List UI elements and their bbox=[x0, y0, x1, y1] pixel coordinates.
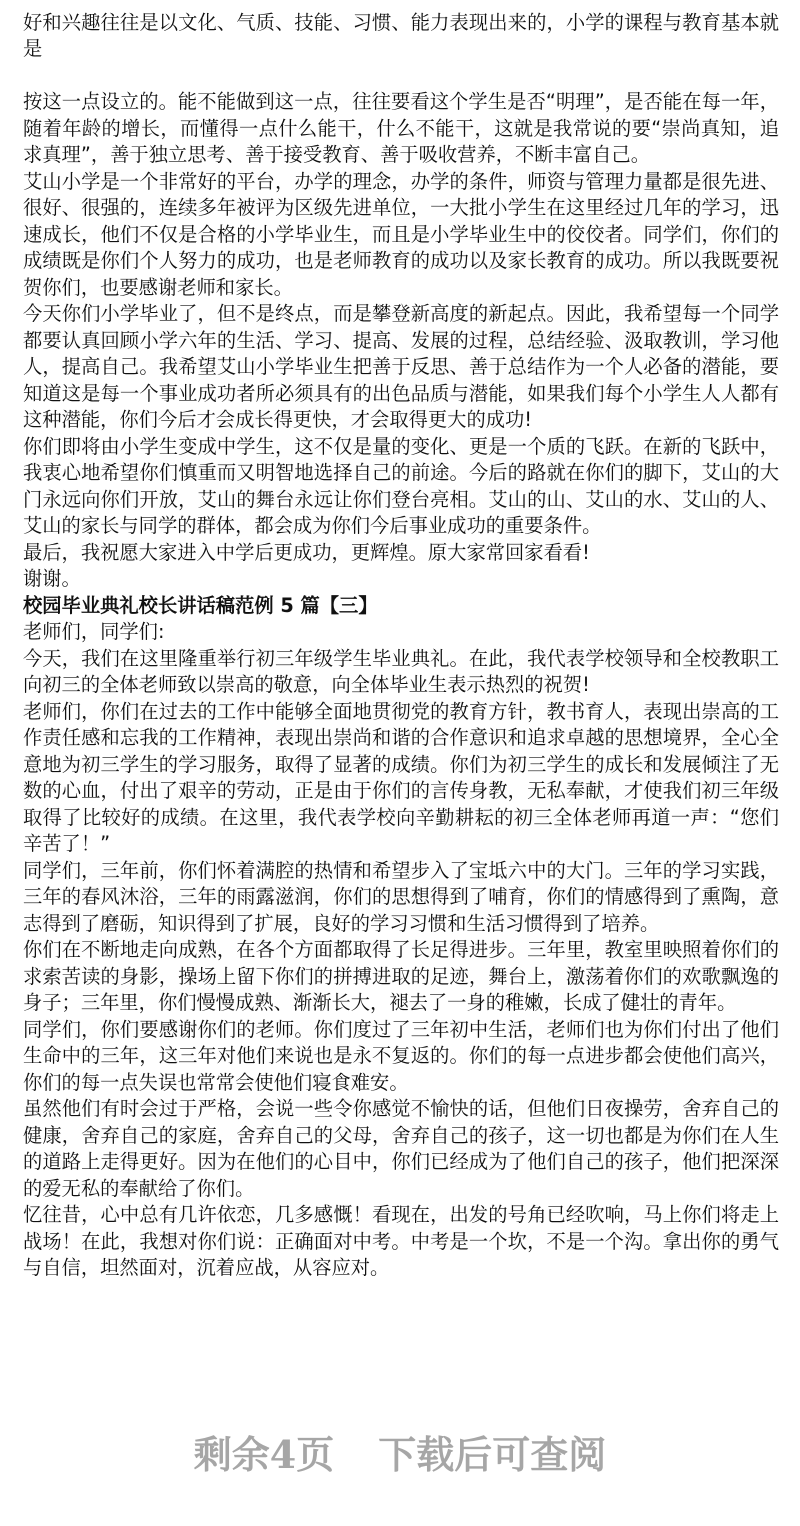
paragraph: 虽然他们有时会过于严格，会说一些令你感觉不愉快的话，但他们日夜操劳，舍弃自己的健康，舍弃自己的家庭，舍弃自己的父母，舍弃自己的孩子，这一切也都是为你们在人生的道路上走得更好。因为在他们的心目中，你们已经成为了他们自己的孩子，他们把深深的爱无私的奉献给了你们。 bbox=[23, 1097, 779, 1200]
section-heading: 校园毕业典礼校长讲话稿范例 5 篇【三】 bbox=[23, 593, 378, 617]
paragraph: 老师们，你们在过去的工作中能够全面地贯彻党的教育方针，教书育人，表现出崇高的工作责任感和忘我的工作精神，表现出崇尚和谐的合作意识和追求卓越的思想境界，全心全意地为初三学生的学习服务，取得了显著的成绩。你们为初三学生的成长和发展倾注了无数的心血，付出了艰辛的劳动，正是由于你们的言传身教，无私奉献，才使我们初三年级取得了比较好的成绩。在这里，我代表学校向辛勤耕耘的初三全体老师再道一声：“您们辛苦了！” bbox=[23, 699, 779, 855]
paragraph: 你们在不断地走向成熟，在各个方面都取得了长足得进步。三年里，教室里映照着你们的求索苦读的身影，操场上留下你们的拼搏进取的足迹，舞台上，激荡着你们的欢歌飘逸的身子；三年里，你们慢慢成熟、渐渐长大，褪去了一身的稚嫩，长成了健壮的青年。 bbox=[23, 938, 779, 1014]
paragraph-fragment: 好和兴趣往往是以文化、气质、技能、习惯、能力表现出来的，小学的课程与教育基本就是 bbox=[23, 10, 779, 60]
page-fragment bbox=[23, 0, 779, 63]
document-body bbox=[23, 89, 779, 1282]
paragraph: 今天你们小学毕业了，但不是终点，而是攀登新高度的新起点。因此，我希望每一个同学都要认真回顾小学六年的生活、学习、提高、发展的过程，总结经验、汲取教训，学习他人，提高自己。我希望艾山小学毕业生把善于反思、善于总结作为一个人必备的潜能，要知道这是每一个事业成功者所必须具有的出色品质与潜能，如果我们每个小学生人人都有这种潜能，你们今后才会成长得更快，才会取得更大的成功! bbox=[23, 302, 779, 431]
paragraph: 今天，我们在这里隆重举行初三年级学生毕业典礼。在此，我代表学校领导和全校教职工向初三的全体老师致以崇高的敬意，向全体毕业生表示热烈的祝贺! bbox=[23, 646, 779, 696]
paragraph: 同学们，你们要感谢你们的老师。你们度过了三年初中生活，老师们也为你们付出了他们生命中的三年，这三年对他们来说也是永不复返的。你们的每一点进步都会使他们高兴，你们的每一点失误也常常会使他们寝食难安。 bbox=[23, 1017, 779, 1094]
paragraph: 艾山小学是一个非常好的平台，办学的理念，办学的条件，师资与管理力量都是很先进、很好、很强的，连续多年被评为区级先进单位，一大批小学生在这里经过几年的学习，迅速成长，他们不仅是合格的小学毕业生，而且是小学毕业生中的佼佼者。同学们，你们的成绩既是你们个人努力的成功，也是老师教育的成功以及家长教育的成功。所以我既要祝贺你们，也要感谢老师和家长。 bbox=[23, 169, 779, 299]
download-to-view-label: 下载后可查阅 bbox=[378, 1432, 607, 1477]
paragraph: 老师们，同学们: bbox=[23, 620, 165, 643]
paragraph: 谢谢。 bbox=[23, 567, 81, 590]
paragraph: 同学们，三年前，你们怀着满腔的热情和希望步入了宝坻六中的大门。三年的学习实践，三年的春风沐浴，三年的雨露滋润，你们的思想得到了哺育，你们的情感得到了熏陶，意志得到了磨砺，知识得到了扩展，良好的学习习惯和生活习惯得到了培养。 bbox=[23, 858, 779, 935]
download-prompt[interactable] bbox=[0, 1424, 800, 1479]
paragraph: 忆往昔，心中总有几许依恋，几多感慨！看现在，出发的号角已经吹响，马上你们将走上战场！在此，我想对你们说：正确面对中考。中考是一个坎，不是一个沟。拿出你的勇气与自信，坦然面对，沉着应战，从容应对。 bbox=[23, 1203, 779, 1279]
paragraph: 按这一点设立的。能不能做到这一点，往往要看这个学生是否“明理”，是否能在每一年，随着年龄的增长，而懂得一点什么能干，什么不能干，这就是我常说的要“崇尚真知，追求真理”，善于独立思考、善于接受教育、善于吸收营养，不断丰富自己。 bbox=[23, 90, 779, 166]
paragraph: 你们即将由小学生变成中学生，这不仅是量的变化、更是一个质的飞跃。在新的飞跃中，我衷心地希望你们慎重而又明智地选择自己的前途。今后的路就在你们的脚下，艾山的大门永远向你们开放，艾山的舞台永远让你们登台亮相。艾山的山、艾山的水、艾山的人、艾山的家长与同学的群体，都会成为你们今后事业成功的重要条件。 bbox=[23, 434, 779, 537]
remaining-pages-label: 剩余4页 bbox=[193, 1432, 335, 1477]
paragraph: 最后，我祝愿大家进入中学后更成功，更辉煌。原大家常回家看看! bbox=[23, 540, 590, 564]
